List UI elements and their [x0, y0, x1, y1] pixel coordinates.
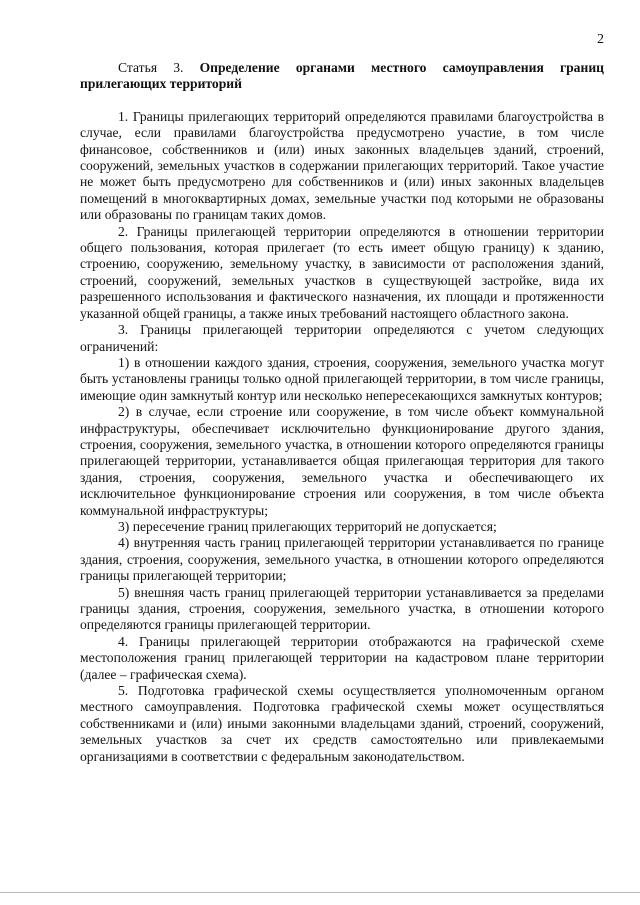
paragraph-4: 4. Границы прилегающей территории отображаются на графической схеме местоположения границ прилегающей территории на кадастровом плане территории (далее – графическая схема).	[80, 633, 604, 682]
article-title	[80, 60, 604, 93]
paragraph-2: 2. Границы прилегающей территории определяются в отношении территории общего пользования, которая прилегает (то есть имеет общую границу) к зданию, строению, сооружению, земельному участку, в зависимости от расположения зданий, строений, сооружений, земельных участков в существующей застройке, вида их разрешенного использования и фактического назначения, их площади и протяженности указанной общей границы, а также иных требований настоящего областного закона.	[80, 223, 604, 321]
paragraph-3-item-3: 3) пересечение границ прилегающих территорий не допускается;	[118, 518, 497, 534]
paragraph-3-item-1: 1) в отношении каждого здания, строения, сооружения, земельного участка могут быть установлены границы только одной прилегающей территории, в том числе границы, имеющие один замкнутый контур или несколько непересекающихся замкнутых контуров;	[80, 354, 604, 403]
article-number: Статья 3.	[118, 60, 184, 75]
page-number: 2	[597, 32, 604, 47]
paragraph-3-item-4: 4) внутренняя часть границ прилегающей территории устанавливается по границе здания, строения, сооружения, земельного участка, в отношении которого определяются границы прилегающей территории;	[80, 535, 604, 584]
article-heading: Определение органами местного самоуправления границ прилегающих территорий	[80, 60, 604, 92]
paragraph-3-item-2: 2) в случае, если строение или сооружение, в том числе объект коммунальной инфраструктуры, обеспечивает исключительно функционирование другого здания, строения, сооружения, земельного участка, в отношении которого определяются границы прилегающей территории, устанавливается общая прилегающая территория для такого здания, строения, сооружения, земельного участка и обеспечивающего их исключительное функционирование строения или сооружения, в том числе объекта коммунальной инфраструктуры;	[80, 404, 604, 518]
page-bottom-edge	[0, 892, 640, 893]
document-body	[80, 60, 604, 765]
paragraph-1: 1. Границы прилегающих территорий определяются правилами благоустройства в случае, если правилами благоустройства предусмотрено участие, в том числе финансовое, собственников и (или) иных законных владельцев зданий, строений, сооружений, земельных участков в содержании прилегающих территорий. Такое участие не может быть предусмотрено для собственников и (или) иных законных владельцев помещений в многоквартирных домах, земельные участки под которыми не образованы или образованы по границам таких домов.	[80, 108, 604, 223]
paragraph-3: 3. Границы прилегающей территории определяются с учетом следующих ограничений:	[80, 322, 604, 354]
paragraph-5: 5. Подготовка графической схемы осуществляется уполномоченным органом местного самоуправления. Подготовка графической схемы может осуществляться собственниками и (или) иными законными владельцами зданий, строений, сооружений, земельных участков за счет их средств самостоятельно или привлекаемыми организациями в соответствии с федеральным законодательством.	[80, 683, 604, 764]
paragraph-3-item-5: 5) внешняя часть границ прилегающей территории устанавливается за пределами границы здания, строения, сооружения, земельного участка, в отношении которого определяются границы прилегающей территории.	[80, 584, 604, 633]
